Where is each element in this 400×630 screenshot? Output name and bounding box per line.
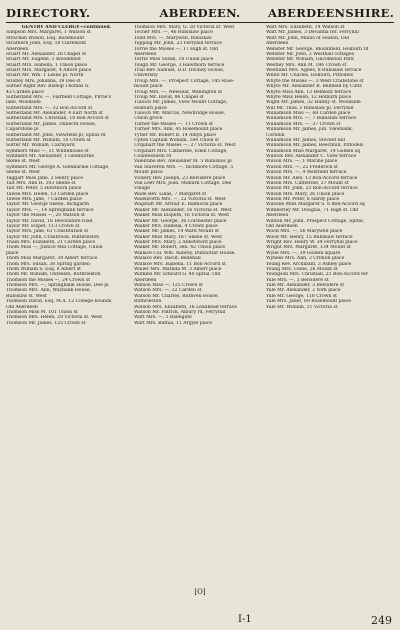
directory-entry: Wallace Col. Wm. Aubrey, Dunnottar House, bbox=[134, 250, 236, 256]
directory-entry: Aberdeen bbox=[134, 277, 157, 283]
page-header bbox=[6, 6, 394, 22]
directory-entry: Thain Mrs. Elizabeth, 21 Carden place bbox=[6, 240, 96, 245]
directory-entry: Yule Mr. Alexander, 2 York place bbox=[266, 288, 341, 294]
directory-entry: Taylor Mrs. Jane, 61 Constitution st bbox=[6, 229, 89, 235]
directory-entry: Thomson Mrs. Ann, Waybank House, bbox=[6, 288, 91, 294]
directory-entry: Cuparstone pl bbox=[6, 127, 39, 133]
directory-entry: University bbox=[134, 73, 158, 79]
directory-entry: Old Aberdeen bbox=[266, 223, 298, 229]
directory-entry: Winton Mr. John, Prospect Cottage, Spital, bbox=[266, 218, 365, 224]
directory-entry: Thomson the Misses —, 24 Crown st bbox=[6, 277, 91, 283]
signature-mark: I-1 bbox=[238, 614, 252, 625]
directory-entry: Wylie Mrs. —, 39 Golden square bbox=[266, 250, 341, 256]
directory-entry: Yule Mrs. —, 3 Belvidere st bbox=[266, 277, 329, 283]
directory-entry: Williamson Mr. James, jun. Viewbank, bbox=[266, 127, 354, 133]
directory-entry: Williamson Miss —, 68 Carden place bbox=[266, 111, 351, 116]
directory-entry: Upton Captain William, 184 Union st bbox=[134, 137, 220, 143]
directory-entry: Wilson Mrs. —, 1 Marine place bbox=[266, 159, 338, 165]
directory-entry: Aberdeen bbox=[266, 41, 289, 47]
directory-entry: Von Leer Mrs. Jean, Milburn Cottage, Dee bbox=[134, 180, 232, 186]
header-center: ABERDEEN. bbox=[159, 6, 241, 20]
directory-entry: Wright Mrs. Margaret, 134 Mount st bbox=[266, 245, 351, 251]
directory-entry: Tocher Mrs. —, 46 Rubislaw place bbox=[134, 30, 213, 36]
directory-entry: Watson Miss —, 125 Crown st bbox=[134, 283, 203, 288]
directory-entry: Tait Mr. Peter, 5 Hawthorn place bbox=[6, 186, 82, 192]
directory-entry: Strachan Wilson, Esq. Rosemount bbox=[6, 35, 85, 41]
directory-entry: Stuart Mr. Eugene, 1 Bloomfield bbox=[6, 57, 81, 63]
directory-entry: Whyte Miss Ann, 13 Belmont terrace bbox=[266, 89, 352, 95]
directory-entry: 43 Carden place bbox=[6, 89, 44, 95]
directory-entry: Tait Mrs. Ann H. 103 Skene st bbox=[6, 180, 76, 186]
directory-entry: Westland Mrs. Agnes, 8 Rubislaw terrace bbox=[266, 68, 362, 73]
directory-entry: Troup Mrs. —, Prospect Cottage, 145 Rose- bbox=[134, 78, 235, 84]
directory-entry: Wallace Mrs. Isabella, 11 Bon-Accord st bbox=[134, 261, 226, 267]
directory-entry: Strathern John, Esq. 10 Claremont bbox=[6, 41, 87, 47]
directory-entry: Taylor Mrs. —, 14 Springbank terrace bbox=[6, 207, 94, 213]
directory-entry: Thomson Mr. James, 125 Crown st bbox=[6, 320, 86, 326]
directory-entry: Wilson Mrs. Mary, 26 Union place bbox=[266, 191, 345, 197]
directory-entry: Taylor Mr. Elspet, 113 Crown st bbox=[6, 223, 80, 229]
directory-entry: Todd Mrs. —, Marywell, Rubislaw bbox=[134, 35, 212, 41]
directory-entry: Sutherland Mrs. —, 32 Bon-Accord st bbox=[6, 105, 93, 111]
directory-entry: Waller Mrs. Matilda M. 3 Albert place bbox=[134, 266, 222, 272]
directory-entry: Watt Mr. John, Mains of Seaton, Old bbox=[266, 35, 350, 41]
directory-entry: Webster Mr. John, 2 Westhall cottages bbox=[266, 51, 354, 57]
page-number: 249 bbox=[371, 614, 392, 627]
directory-entry: Watson Mr. Patrick, Albury rd, Ferryhill bbox=[134, 309, 226, 315]
directory-entry: Holburn place bbox=[134, 105, 167, 111]
directory-entry: Suther Right Rev. Bishop Thomas G. bbox=[6, 84, 90, 90]
directory-entry: Symmers Mr. Alexander, 1 Glenburnie bbox=[6, 154, 95, 159]
directory-entry: Watt Mrs. Elizabeth, 14 Watson st bbox=[266, 25, 345, 30]
directory-entry: Wilson Mr. Peter, 8 Hardy place bbox=[266, 197, 340, 202]
directory-entry: Cornhill bbox=[266, 132, 285, 138]
directory-entry: Wood Mrs. —, 56 Marywell place bbox=[266, 229, 343, 235]
directory-entry: Williamson Mr. James, Beechhill, Pitfodels bbox=[266, 143, 364, 149]
directory-entry: Young Mrs. Cellie, 26 Mount st bbox=[266, 266, 338, 272]
directory-entry: Sutherland Mrs. —, Fairfield Cottage, Pirrie's bbox=[6, 94, 111, 100]
directory-entry: Sutherland Mr. James, Dunecht House, bbox=[6, 121, 97, 127]
directory-entry: lane, Woodside bbox=[6, 100, 41, 106]
column-2 bbox=[134, 25, 255, 326]
header-left: DIRECTORY. bbox=[6, 6, 91, 20]
directory-entry: Aberdeen bbox=[6, 46, 29, 52]
directory-entry: Urquhart Mrs. Catherine, Eden Cottage, bbox=[134, 148, 228, 154]
directory-entry: Stuart Mr. Wm. 1 Leslie pl. North bbox=[6, 73, 84, 79]
directory-entry: Thom Miss —, Justice Mill Cottage, Union bbox=[6, 245, 103, 251]
directory-entry: Thomson Mrs. Helen, 29 Victoria st. West bbox=[6, 315, 103, 321]
directory-entry: Taylor Mr. David, 16 Devonshire road bbox=[6, 218, 93, 224]
directory-entry: Wilsone Miss Margaret S. 8 Bon-Accord sq bbox=[266, 202, 365, 208]
directory-entry: Wight Mr. James, 32 Huntly st. Woodside bbox=[266, 100, 361, 106]
directory-entry: Watson Mrs. —, 22 Carden st bbox=[134, 288, 202, 294]
directory-entry: Yule Mr. George, 118 Crown st bbox=[266, 293, 338, 299]
directory-entry: Walker Mr. Robert, sen. 42 Union place bbox=[134, 245, 226, 251]
directory-entry: Sutter Mr. William, Cairnyard bbox=[6, 143, 75, 149]
directory-entry: Yule Mr. William, 11 Victoria st bbox=[266, 304, 338, 310]
directory-entry: Tough Mr. George, 3 Hawthorn terrace bbox=[134, 62, 225, 68]
directory-entry: Stuart Mrs. Isabella, 1 Union place bbox=[6, 62, 88, 68]
directory-entry: Walker Miss Mary, 167 Skene st. West bbox=[134, 234, 223, 240]
directory-entry: Troup Mr. David, 86 Chapel st bbox=[134, 94, 204, 100]
directory-entry: Skene st. West bbox=[6, 170, 40, 176]
directory-entry: Young Rev. Archibald, 3 Ashley place bbox=[266, 261, 352, 267]
directory-entry: Sutherland Mr. Alexander, 4 Earl North st bbox=[6, 111, 103, 116]
directory-entry: Wagstaff Mr. Arthur E. Balmoral place bbox=[134, 202, 223, 208]
directory-entry: Wyness Mrs. Ann, 2 Crimon place bbox=[266, 256, 345, 262]
directory-entry: Walker Mrs. Isabella, 4 Crown place bbox=[134, 223, 218, 229]
directory-entry: Williamson Mrs. —, 37 Crown st bbox=[266, 121, 341, 127]
directory-entry: Stuart Mr. Alexander, 26 Chapel st bbox=[6, 51, 87, 57]
directory-entry: Old Aberdeen bbox=[6, 304, 38, 310]
directory-entry: Wilson Mrs. —, 4 Westfield terrace bbox=[266, 170, 347, 176]
directory-entry: Torrie the Misses —, 17 High st. Old bbox=[134, 46, 219, 52]
directory-entry: Thomson Mrs. Mary, G. 28 Victoria st. West bbox=[134, 25, 235, 30]
directory-entry: Studley Mrs. Johanna, 39 Dee st bbox=[6, 78, 81, 84]
directory-entry: Thom Miss Margaret, 39 Albert terrace bbox=[6, 256, 98, 262]
directory-entry: Wilson Mrs. Catherine, 37 Mount st bbox=[266, 180, 349, 186]
directory-entry: Sutherland Mr. John, Viewfield pl, Spital rd bbox=[6, 132, 106, 138]
directory-entry: Tulloch Mr. Marcus, Newbridge House, bbox=[134, 111, 226, 116]
directory-entry: Thom William S. Esq. 8 Albert st bbox=[6, 266, 81, 272]
directory-entry: Aberdeen bbox=[134, 51, 157, 57]
section-heading: GENTRY AND CLERGY—continued. bbox=[21, 25, 112, 30]
directory-entry: Youngson Mrs. Christian, 21 Bon-Accord ter bbox=[266, 272, 368, 278]
directory-entry: Walker Mr. James, 14 Ward Mount st bbox=[134, 229, 219, 235]
directory-entry: Whyte Mr. Alexander B. Bellfield by Cults bbox=[266, 84, 362, 90]
directory-entry: mount place bbox=[134, 84, 163, 90]
directory-entry: Westley Mrs. Ann M. 186 Crown st bbox=[266, 62, 347, 68]
directory-entry: Watson Mr. Charles, Ruthven House, bbox=[134, 293, 219, 299]
directory-entry: Whyte the Misses —, 3 West Craibstone st bbox=[266, 78, 364, 84]
directory-entry: Thom Mr. William, Outseats, Ruthrieston bbox=[6, 272, 101, 278]
directory-entry: Van Staveren Mrs. —, Inchmore Cottage, 5 bbox=[134, 164, 234, 170]
directory-entry: White Mr. Charles, Holburn, Pitfodels bbox=[266, 73, 354, 79]
directory-entry: Village bbox=[134, 186, 150, 192]
directory-entry: Yule Mrs. Janet, 69 Rosemount place bbox=[266, 299, 351, 305]
directory-entry: Watt Mrs. Bathia, 11 Argyle place bbox=[134, 320, 213, 326]
directory-entry: Yule Mr. Alexander, 3 Belvidere st bbox=[266, 283, 345, 288]
directory-entry: Walker Mr. George, 36 Colchester place bbox=[134, 218, 227, 224]
directory-entry: Rubislaw st. West bbox=[6, 293, 47, 299]
directory-entry: Williamson Mr. James, Stocket hill bbox=[266, 137, 346, 143]
directory-entry: Watt Mrs. —, 1 Ballegate bbox=[134, 315, 192, 321]
directory-entry: Thomson Mrs. —, Springbank House, Dee pl bbox=[6, 283, 109, 288]
directory-entry: Thomson Miss M. 101 Union st bbox=[6, 309, 78, 315]
directory-entry: Turner Mrs. Ann, 45 Rosemount place bbox=[134, 127, 223, 133]
directory-entry: Wright Rev. Henry W. 34 Ferryhill place bbox=[266, 240, 358, 245]
directory-entry: Sutherland Mrs. Christian, 18 Bon-Accord st bbox=[6, 116, 109, 122]
directory-entry: place bbox=[6, 250, 19, 256]
directory-entry: Walker Mrs. Mary, 2 Abbotsford place bbox=[134, 240, 222, 245]
directory-entry: Walker Mr. Alexander, 16 Victoria st. West bbox=[134, 207, 232, 213]
directory-entry: Stuart Mrs. Margaret, 4 Alford place bbox=[6, 68, 92, 73]
directory-entry: Taggart Miss Jane, 2 Henry place bbox=[6, 175, 84, 181]
directory-entry: Will Mr. Thos. 1 Rubislaw pl. Ferryhill bbox=[266, 105, 354, 111]
column-3 bbox=[266, 25, 387, 310]
directory-entry: Tawse Mrs. Jane, 7 Carden place bbox=[6, 197, 82, 202]
directory-entry: Wood Mr. Henry, 15 Rubislaw terrace bbox=[266, 234, 353, 240]
directory-entry: Watt Mr. James, 3 Devanha ter. Ferryhill bbox=[266, 30, 359, 36]
directory-entry: Wadsworth Mrs. —, 22 Victoria st. West bbox=[134, 197, 226, 202]
directory-entry: Union grove bbox=[134, 116, 163, 122]
directory-entry: Webster Mr. William, Gilcomston Park bbox=[266, 57, 354, 63]
directory-entry: Tytler Mr. Robert B. 14 Albyn place bbox=[134, 132, 216, 138]
directory-entry: Troup Mrs. —, Newseat, Wellington st bbox=[134, 89, 223, 95]
footer-marker: [O] bbox=[194, 588, 206, 596]
directory-entry: Symmers Miss —, 11 Whitehouse st bbox=[6, 148, 89, 154]
directory-entry: Turner the Misses —, 11 Crown st bbox=[134, 121, 213, 127]
directory-entry: Williamson Miss Margaret, 14 Golden sq bbox=[266, 148, 361, 154]
directory-entry: Simpson Mrs. Margaret, 1 Watson st bbox=[6, 30, 91, 36]
directory-entry: Whyte Miss Helen, 12 Holburn place bbox=[266, 94, 352, 100]
directory-entry: Torrie Miss Susan, 18 Union place bbox=[134, 57, 214, 63]
directory-entry: Urquhart the Misses —, 27 Victoria st. West bbox=[134, 143, 236, 149]
directory-entry: Trail Rev. Samuel, D.D. Divinity House, bbox=[134, 68, 225, 73]
directory-entry: Willock Rev. Alexander C. View terrace bbox=[266, 154, 357, 159]
directory-entry: Valentine Rev. Alexander M. 5 Rubislaw pl bbox=[134, 159, 232, 165]
directory-entry: Thomson David, Esq. M.A. 12 College bounds, bbox=[6, 299, 113, 305]
directory-entry: Ruthrieston bbox=[134, 299, 162, 305]
directory-entry: Walker Miss Elspeth, 16 Victoria st. West bbox=[134, 213, 230, 219]
directory-entry: Wilson Mr. John, 23 Bon-Accord terrace bbox=[266, 186, 358, 192]
directory-entry: Tulloch Mr. James, View Mount Cottage, bbox=[134, 100, 228, 106]
directory-entry: Williamson Mrs. —, 7 Rubislaw terrace bbox=[266, 116, 357, 122]
directory-entry: Sutherland Mr. William, 10 Crown st bbox=[6, 137, 91, 143]
directory-entry: Tawse Mrs. Helen, 13 Carden place bbox=[6, 191, 89, 197]
directory-entry: Countesswell rd bbox=[134, 154, 172, 159]
directory-entry: Vickery Rev. Joseph, 23 Belvidere place bbox=[134, 175, 226, 181]
directory-entry: Wallace Rev. David, Bedehall bbox=[134, 256, 201, 262]
directory-entry: Mount place bbox=[134, 170, 163, 176]
header-rule bbox=[6, 22, 394, 23]
directory-entry: Taylor the Misses —, 20 Watson st bbox=[6, 213, 85, 219]
directory-entry: Wilson Mrs. —, 22 Frederick st bbox=[266, 164, 338, 170]
directory-entry: Skene st. West bbox=[6, 159, 40, 165]
directory-entry: Wimberley Mr. Douglas, 71 High st. Old bbox=[266, 207, 359, 213]
column-1 bbox=[6, 25, 127, 326]
directory-entry: Wade Rev. Lilias, 7 Margaret st bbox=[134, 191, 207, 197]
directory-entry: Taylor Mr. John, Cranbrook, Ruthrieston bbox=[6, 234, 100, 240]
directory-entry: Wilson Mr. Alex. 13 Bon-Accord terrace bbox=[266, 175, 358, 181]
directory-entry: Taylor Mr. George Skene, Inchgarth bbox=[6, 202, 90, 208]
directory-entry: Watkins Mr. Edward G. 40 Spital, Old bbox=[134, 272, 221, 278]
directory-entry: Symmers Mr. George A. Glenburnie Cottage, bbox=[6, 164, 110, 170]
header-right: ABERDEENSHIRE. bbox=[267, 6, 394, 20]
directory-entry: Watson Mrs. Elizabeth, 16 Leadhead terrace bbox=[134, 304, 237, 310]
directory-entry: Topping Mr. John, 23 Ferryhill terrace bbox=[134, 41, 222, 47]
directory-entry: Aberdeen bbox=[266, 213, 289, 219]
directory-entry: Thom Mrs. Susan, 38 Spring garden bbox=[6, 261, 90, 267]
directory-entry: Webster Mr. George, Bloomfield, Holburn rd bbox=[266, 46, 369, 52]
